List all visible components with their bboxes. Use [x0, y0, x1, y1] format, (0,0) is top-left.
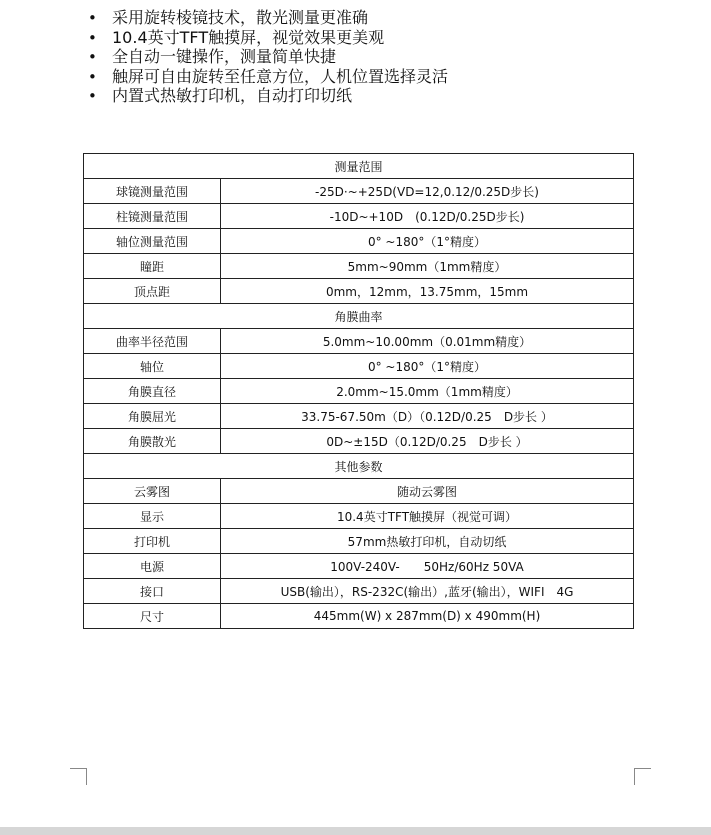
spec-value: USB(输出），RS-232C(输出）,蓝牙(输出），WIFI 4G — [221, 579, 634, 604]
page-bottom-bar — [0, 827, 711, 835]
spec-value: 5mm~90mm（1mm精度） — [221, 254, 634, 279]
table-row — [84, 379, 634, 404]
spec-value: -25D·~+25D(VD=12,0.12/0.25D步长) — [221, 179, 634, 204]
spec-value: 0mm，12mm，13.75mm，15mm — [221, 279, 634, 304]
spec-value: 33.75-67.50m（D）（0.12D/0.25 D步长 ） — [221, 404, 634, 429]
table-row — [84, 179, 634, 204]
feature-item — [88, 8, 448, 28]
feature-item — [88, 86, 448, 106]
feature-item — [88, 47, 448, 67]
section-header: 其他参数 — [84, 454, 634, 479]
table-row — [84, 229, 634, 254]
spec-value: 10.4英寸TFT触摸屏（视觉可调） — [221, 504, 634, 529]
section-header: 测量范围 — [84, 154, 634, 179]
crop-mark-right — [634, 768, 651, 785]
spec-value: 随动云雾图 — [221, 479, 634, 504]
feature-text: 触屏可自由旋转至任意方位，人机位置选择灵活 — [112, 66, 449, 86]
table-row — [84, 504, 634, 529]
bullet-icon: • — [88, 28, 97, 47]
spec-value: 2.0mm~15.0mm（1mm精度） — [221, 379, 634, 404]
table-row — [84, 529, 634, 554]
feature-item — [88, 28, 448, 48]
table-row — [84, 429, 634, 454]
table-row — [84, 279, 634, 304]
feature-text: 全自动一键操作，测量简单快捷 — [112, 47, 337, 66]
spec-value: 0D~±15D（0.12D/0.25 D步长 ） — [221, 429, 634, 454]
table-row — [84, 579, 634, 604]
section-header: 角膜曲率 — [84, 304, 634, 329]
spec-label: 云雾图 — [84, 479, 221, 504]
feature-text: 采用旋转棱镜技术，散光测量更准确 — [112, 8, 369, 27]
section-header-row — [84, 154, 634, 179]
feature-list — [88, 8, 448, 106]
spec-label: 电源 — [84, 554, 221, 579]
section-header-row — [84, 454, 634, 479]
spec-value: 100V-240V- 50Hz/60Hz 50VA — [221, 554, 634, 579]
table-row — [84, 554, 634, 579]
spec-value: 5.0mm~10.00mm（0.01mm精度） — [221, 329, 634, 354]
table-row — [84, 354, 634, 379]
specifications-table-body — [84, 154, 634, 629]
table-row — [84, 604, 634, 629]
spec-label: 柱镜测量范围 — [84, 204, 221, 229]
spec-value: -10D~+10D (0.12D/0.25D步长) — [221, 204, 634, 229]
bullet-icon: • — [88, 87, 97, 105]
spec-label: 显示 — [84, 504, 221, 529]
specifications-table — [83, 153, 634, 629]
bullet-icon: • — [88, 67, 97, 86]
spec-label: 角膜屈光 — [84, 404, 221, 429]
spec-value: 445mm(W) x 287mm(D) x 490mm(H) — [221, 604, 634, 629]
spec-label: 瞳距 — [84, 254, 221, 279]
table-row — [84, 329, 634, 354]
feature-text: 内置式热敏打印机，自动打印切纸 — [112, 86, 353, 105]
table-row — [84, 479, 634, 504]
spec-label: 角膜直径 — [84, 379, 221, 404]
spec-value: 57mm热敏打印机，自动切纸 — [221, 529, 634, 554]
bullet-icon: • — [88, 48, 97, 66]
spec-label: 轴位 — [84, 354, 221, 379]
table-row — [84, 204, 634, 229]
spec-label: 顶点距 — [84, 279, 221, 304]
spec-label: 尺寸 — [84, 604, 221, 629]
bullet-icon: • — [88, 9, 97, 27]
spec-label: 接口 — [84, 579, 221, 604]
spec-label: 角膜散光 — [84, 429, 221, 454]
crop-mark-left — [70, 768, 87, 785]
spec-label: 轴位测量范围 — [84, 229, 221, 254]
spec-label: 打印机 — [84, 529, 221, 554]
spec-label: 曲率半径范围 — [84, 329, 221, 354]
spec-value: 0° ~180°（1°精度） — [221, 354, 634, 379]
table-row — [84, 254, 634, 279]
spec-label: 球镜测量范围 — [84, 179, 221, 204]
spec-value: 0° ~180°（1°精度） — [221, 229, 634, 254]
section-header-row — [84, 304, 634, 329]
table-row — [84, 404, 634, 429]
feature-text: 10.4英寸TFT触摸屏，视觉效果更美观 — [112, 27, 385, 47]
feature-item — [88, 67, 448, 87]
